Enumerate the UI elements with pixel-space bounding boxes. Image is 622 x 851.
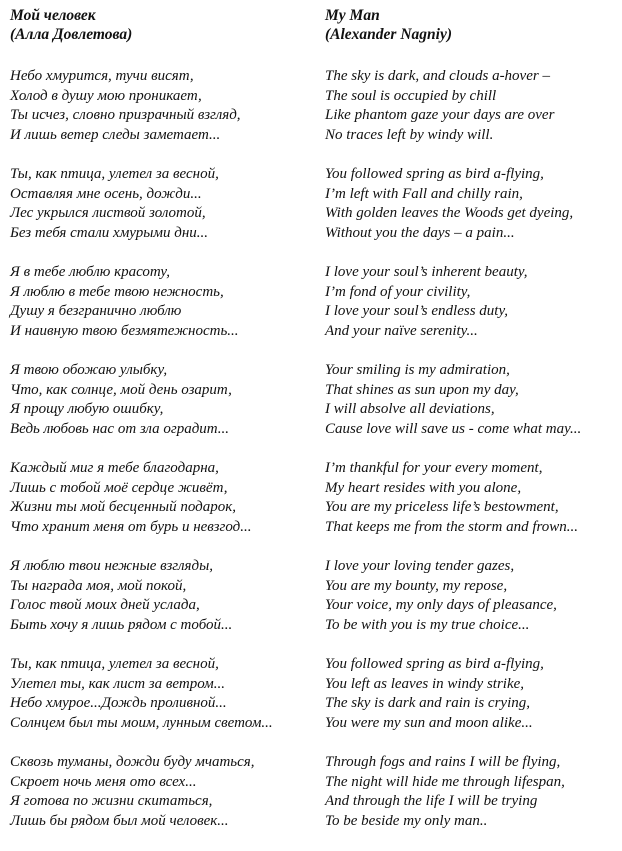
poem-line: I’m left with Fall and chilly rain, — [325, 185, 523, 202]
poem-line: To be with you is my true choice... — [325, 616, 530, 633]
poem-line: Я в тебе люблю красоту, — [10, 264, 170, 280]
poem-line: Холод в душу мою проникает, — [10, 87, 202, 104]
poem-line: Cause love will save us - come what may... — [325, 420, 582, 437]
poem-line: Without you the days – a pain... — [325, 224, 515, 241]
poem-line: Оставляя мне осень, дожди... — [10, 185, 202, 202]
poem-line: Что, как солнце, мой день озарит, — [10, 381, 232, 398]
poem-line: Я люблю в тебе твою нежность, — [10, 283, 224, 300]
poem-line: Your smiling is my admiration, — [325, 362, 510, 378]
poem-line: Солнцем был ты моим, лунным светом... — [10, 714, 273, 731]
english-stanza — [325, 655, 620, 733]
poem-line: I’m fond of your civility, — [325, 283, 471, 300]
russian-poem-column — [10, 6, 310, 851]
poem-line: I will absolve all deviations, — [325, 401, 495, 417]
english-stanza — [325, 753, 620, 831]
poem-line: Ты награда моя, мой покой, — [10, 577, 187, 594]
poem-line: The night will hide me through lifespan, — [325, 773, 565, 790]
poem-line: I love your soul’s endless duty, — [325, 303, 509, 319]
russian-stanzas — [10, 67, 310, 831]
poem-line: Лес укрылся листвой золотой, — [10, 205, 206, 221]
english-stanza — [325, 361, 620, 439]
poem-line: Сквозь туманы, дожди буду мчаться, — [10, 754, 255, 770]
english-poem-author: (Alexander Nagniy) — [325, 26, 453, 43]
poem-line: That keeps me from the storm and frown... — [325, 518, 579, 535]
poem-line: You followed spring as bird a-flying, — [325, 166, 544, 182]
poem-line: Небо хмурое...Дождь проливной... — [10, 695, 227, 711]
poem-line: No traces left by windy will. — [325, 126, 494, 143]
poem-line: Каждый миг я тебе благодарна, — [10, 460, 219, 476]
russian-stanza — [10, 753, 310, 831]
poem-line: The soul is occupied by chill — [325, 87, 497, 104]
poem-line: Душу я безгранично люблю — [10, 303, 182, 319]
poem-line: And your naïve serenity... — [325, 322, 478, 339]
poem-line: Что хранит меня от бурь и невзгод... — [10, 518, 252, 535]
poem-line: Я люблю твои нежные взгляды, — [10, 558, 213, 574]
poem-line: Your voice, my only days of pleasance, — [325, 597, 557, 613]
poem-line: I love your loving tender gazes, — [325, 558, 515, 574]
poem-line: You are my bounty, my repose, — [325, 577, 508, 594]
poem-line: Ты, как птица, улетел за весной, — [10, 656, 219, 672]
poem-line: Я прощу любую ошибку, — [10, 401, 164, 417]
russian-stanza — [10, 67, 310, 145]
poem-line: You left as leaves in windy strike, — [325, 675, 525, 692]
poem-line: My heart resides with you alone, — [325, 479, 522, 496]
poem-line: Я готова по жизни скитаться, — [10, 793, 213, 809]
poem-line: Лишь с тобой моё сердце живёт, — [10, 479, 228, 496]
poem-line: I love your soul’s inherent beauty, — [325, 264, 528, 280]
poem-line: Небо хмурится, тучи висят, — [10, 68, 194, 84]
russian-stanza — [10, 361, 310, 439]
english-stanza — [325, 67, 620, 145]
russian-stanza — [10, 165, 310, 243]
poem-line: Быть хочу я лишь рядом с тобой... — [10, 616, 233, 633]
poem-line: Скроет ночь меня ото всех... — [10, 773, 197, 790]
russian-stanza — [10, 459, 310, 537]
english-stanza — [325, 263, 620, 341]
poem-line: The sky is dark and rain is crying, — [325, 695, 530, 711]
poem-line: With golden leaves the Woods get dyeing, — [325, 205, 574, 221]
english-poem-title: My Man — [325, 7, 380, 24]
english-poem-column — [325, 6, 620, 851]
poem-line: Я твою обожаю улыбку, — [10, 362, 168, 378]
russian-stanza — [10, 655, 310, 733]
russian-poem-author: (Алла Довлетова) — [10, 26, 133, 43]
russian-poem-title: Мой человек — [10, 7, 96, 24]
poem-line: That shines as sun upon my day, — [325, 381, 519, 398]
english-stanza — [325, 459, 620, 537]
poem-line: И лишь ветер следы заметает... — [10, 126, 221, 143]
poem-line: И наивную твою безмятежность... — [10, 322, 239, 339]
russian-stanza — [10, 263, 310, 341]
poem-line: Без тебя стали хмурыми дни... — [10, 224, 209, 241]
poem-line: The sky is dark, and clouds a-hover – — [325, 68, 550, 84]
poem-line: Like phantom gaze your days are over — [325, 107, 555, 123]
english-stanzas — [325, 67, 620, 831]
poem-line: Ты исчез, словно призрачный взгляд, — [10, 107, 241, 123]
poem-line: To be beside my only man.. — [325, 812, 488, 829]
poem-line: You are my priceless life’s bestowment, — [325, 499, 559, 515]
russian-stanza — [10, 557, 310, 635]
poem-line: Ты, как птица, улетел за весной, — [10, 166, 219, 182]
poem-line: You were my sun and moon alike... — [325, 714, 533, 731]
poem-line: And through the life I will be trying — [325, 793, 538, 809]
poem-line: Жизни ты мой бесценный подарок, — [10, 499, 236, 515]
poem-line: Through fogs and rains I will be flying, — [325, 754, 561, 770]
english-stanza — [325, 557, 620, 635]
poem-line: I’m thankful for your every moment, — [325, 460, 543, 476]
poem-line: Голос твой моих дней услада, — [10, 597, 200, 613]
poem-line: You followed spring as bird a-flying, — [325, 656, 544, 672]
poem-line: Ведь любовь нас от зла оградит... — [10, 420, 230, 437]
poem-line: Лишь бы рядом был мой человек... — [10, 812, 229, 829]
poem-line: Улетел ты, как лист за ветром... — [10, 675, 225, 692]
english-stanza — [325, 165, 620, 243]
